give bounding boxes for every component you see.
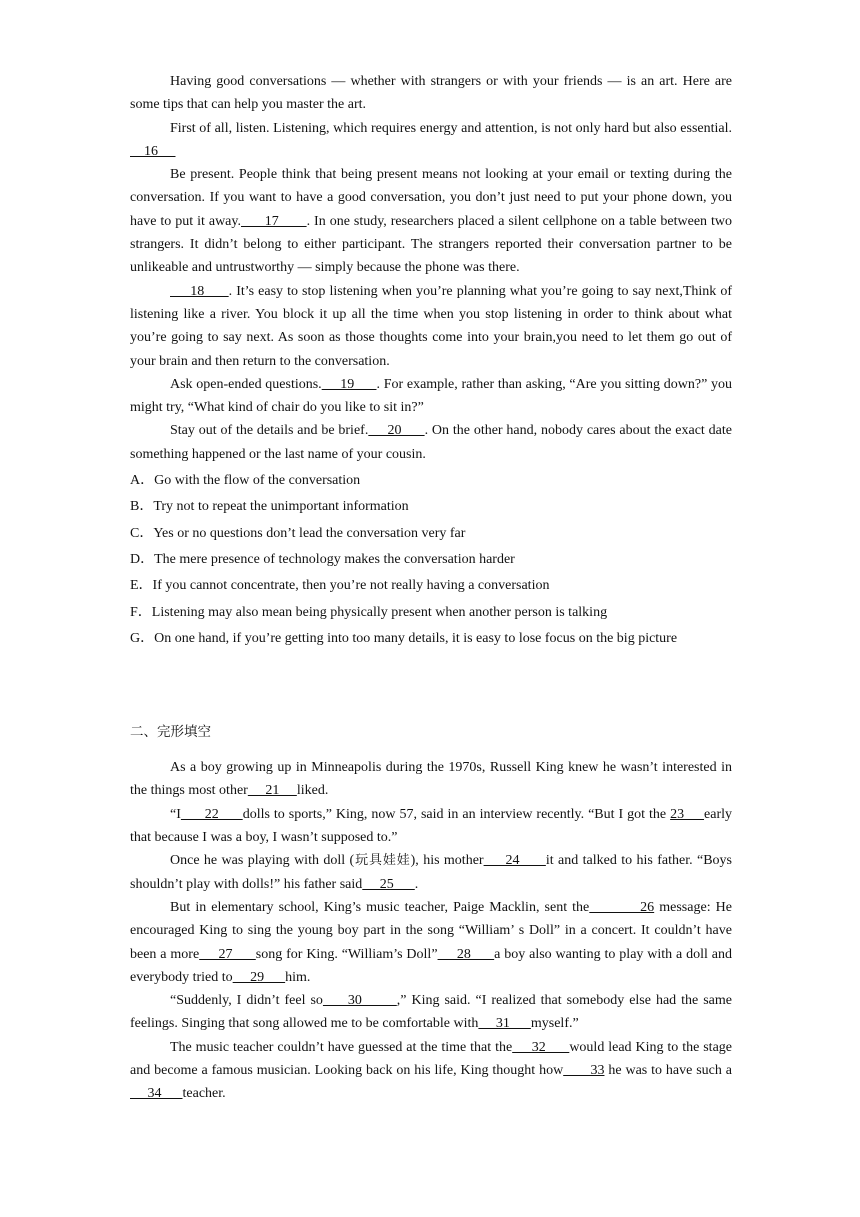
passage-text: . For example, rather than asking, “Are you sitting down?” you might try, “What kind of chair do you like to sit in?” — [130, 376, 732, 416]
passage-text: Once he was playing with doll ( — [170, 853, 355, 869]
option-item: F．Listening may also mean being physically present when another person is talking — [130, 604, 608, 620]
passage-text: As a boy growing up in Minneapolis during the 1970s, Russell King knew he wasn’t interested in the things most other — [130, 760, 732, 799]
passage-text: song for King. “William’s Doll” — [255, 946, 438, 962]
passage-text: would lead King to the stage and become a famous musician. Looking back on his life, King thought how — [130, 1039, 732, 1078]
answer-blank: 17 — [241, 213, 307, 229]
answer-blank: 29 — [232, 969, 286, 985]
passage-text: But in elementary school, King’s music teacher, Paige Macklin, sent the — [170, 899, 590, 915]
paragraph — [130, 117, 732, 164]
paragraph — [130, 373, 732, 420]
worksheet-page — [130, 70, 732, 1106]
section-title-cloze: 二、完形填空 — [130, 724, 211, 741]
answer-blank: 26 — [589, 899, 655, 915]
answer-blank: 19 — [321, 376, 377, 392]
answer-blank: 21 — [247, 783, 297, 799]
passage-text: myself.” — [530, 1016, 579, 1032]
paragraph — [130, 280, 732, 373]
paragraph — [130, 803, 732, 850]
paragraph — [130, 989, 732, 1036]
passage-text: “Suddenly, I didn’t feel so — [170, 993, 323, 1009]
passage-text: ), his mother — [410, 853, 484, 869]
option-item: G．On one hand, if you’re getting into too many details, it is easy to lose focus on the big picture — [130, 630, 678, 646]
paragraph — [130, 756, 732, 803]
answer-blank: 30 — [322, 993, 397, 1009]
passage-text: teacher. — [182, 1086, 226, 1102]
paragraph — [130, 163, 732, 279]
passage-text: Having good conversations — whether with strangers or with your friends — is an art. Here are some tips that can help you master the art. — [130, 74, 732, 113]
passage-text: Be present. People think that being present means not looking at your email or texting during the conversation. If you want to have a good conversation, you don’t just need to put your phone down, you have to put it away. — [130, 167, 732, 229]
passage-text: The music teacher couldn’t have guessed at the time that the — [170, 1039, 513, 1055]
answer-blank: 23 — [670, 806, 705, 822]
gloss-text: 玩具娃娃 — [354, 853, 411, 869]
answer-blank: 32 — [512, 1039, 570, 1055]
answer-blank: 16 — [130, 143, 176, 159]
passage-text: him. — [285, 969, 311, 985]
paragraph — [130, 1036, 732, 1106]
passage-text: . On the other hand, nobody cares about the exact date something happened or the last name of your cousin. — [130, 423, 732, 462]
paragraph — [130, 849, 732, 896]
option-item: E．If you cannot concentrate, then you’re not really having a conversation — [130, 578, 550, 594]
passage-text: ,” King said. “I realized that somebody else had the same feelings. Singing that song allowed me to be comfortable with — [130, 993, 733, 1032]
answer-blank: 31 — [478, 1016, 531, 1032]
answer-blank: 20 — [368, 423, 425, 439]
option-item: A．Go with the flow of the conversation — [130, 473, 361, 489]
answer-blank: 22 — [180, 806, 243, 822]
answer-blank: 27 — [199, 946, 256, 962]
paragraph — [130, 896, 732, 989]
passage-text: dolls to sports,” King, now 57, said in an interview recently. “But I got the — [242, 806, 671, 822]
answer-blank: 18 — [170, 283, 229, 299]
paragraph — [130, 70, 732, 117]
paragraph — [130, 419, 732, 466]
passage-text: liked. — [296, 783, 329, 799]
passage-text: “I — [170, 806, 181, 822]
passage-text: . It’s easy to stop listening when you’re planning what you’re going to say next,Think of listening like a river. You block it up all the time when you stop listening in order to think about what you’re going to say next. As soon as those thoughts come into your brain,you need to let them go out of your brain and then return to the conversation. — [130, 283, 733, 369]
passage-text: Stay out of the details and be brief. — [170, 423, 369, 439]
passage-text: First of all, listen. Listening, which requires energy and attention, is not only hard but also essential. — [170, 120, 732, 136]
answer-blank: 25 — [362, 876, 415, 892]
passage-text: early that because I was a boy, I wasn’t supposed to.” — [130, 806, 733, 846]
option-item: C．Yes or no questions don’t lead the conversation very far — [130, 525, 466, 541]
passage-text: . In one study, researchers placed a silent cellphone on a table between two strangers. It didn’t belong to either participant. The strangers reported their conversation partner to be unlikeable and untrustworthy — simply because the phone was there. — [130, 213, 732, 276]
reading-passage — [130, 70, 732, 466]
option-item: D．The mere presence of technology makes the conversation harder — [130, 551, 515, 567]
passage-text: Ask open-ended questions. — [170, 376, 322, 392]
passage-text: a boy also wanting to play with a doll and everybody tried to — [130, 946, 733, 985]
option-item: B．Try not to repeat the unimportant information — [130, 499, 409, 515]
answer-blank: 24 — [483, 853, 546, 869]
passage-text: it and talked to his father. “Boys shouldn’t play with dolls!” his father said — [130, 853, 732, 892]
answer-blank: 34 — [130, 1086, 183, 1102]
passage-text: . — [414, 876, 419, 892]
answer-blank: 28 — [437, 946, 495, 962]
answer-options — [130, 468, 732, 652]
answer-blank: 33 — [563, 1062, 605, 1078]
cloze-passage — [130, 756, 732, 1105]
passage-text: message: He encouraged King to sing the young boy part in the song “William’ s Doll” in a concert. It couldn’t have been a more — [130, 899, 732, 962]
passage-text: he was to have such a — [604, 1062, 732, 1078]
